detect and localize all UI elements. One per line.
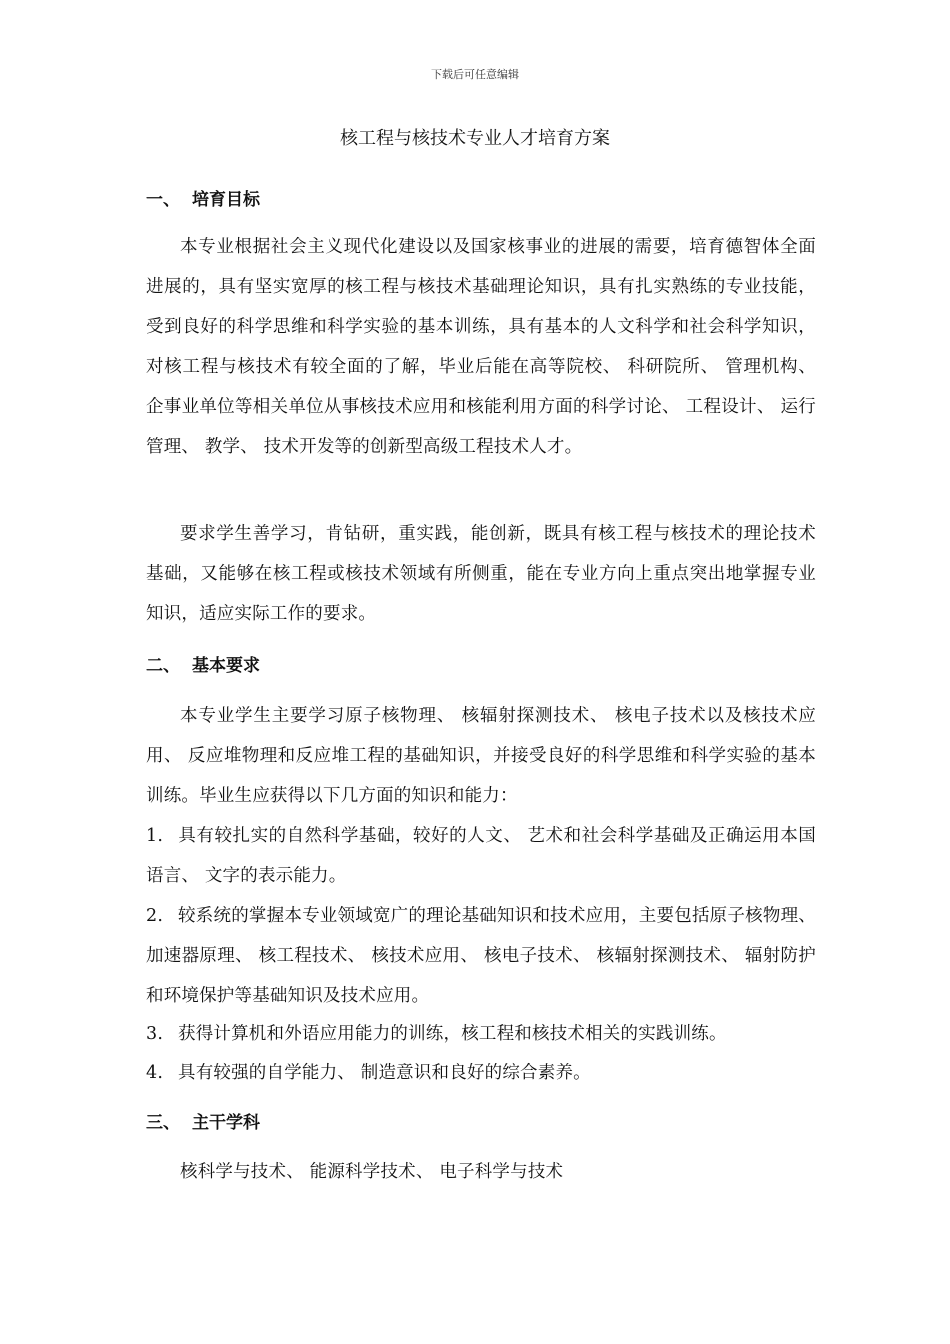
section-heading-disciplines xyxy=(146,1111,816,1135)
list-item xyxy=(146,1014,816,1054)
section-number: 三、 xyxy=(146,1113,180,1133)
section-number: 一、 xyxy=(146,190,180,210)
watermark-text: 下载后可任意编辑 xyxy=(431,68,519,81)
list-item xyxy=(146,896,816,1016)
paragraph-goals-2: 要求学生善学习，肯钻研，重实践，能创新，既具有核工程与核技术的理论技术基础，又能够在核工程或核技术领域有所侧重，能在专业方向上重点突出地掌握专业知识，适应实际工作的要求。 xyxy=(146,524,816,624)
list-item-text: 获得计算机和外语应用能力的训练，核工程和核技术相关的实践训练。 xyxy=(178,1024,727,1044)
paragraph-requirements: 本专业学生主要学习原子核物理、 核辐射探测技术、 核电子技术以及核技术应用、 反应堆物理和反应堆工程的基础知识，并接受良好的科学思维和科学实验的基本训练。毕业生应获得以下几方面的知识和能力： xyxy=(146,706,816,806)
list-item-number: 1. xyxy=(146,826,164,846)
list-item xyxy=(146,1053,816,1093)
list-item-number: 4. xyxy=(146,1063,164,1083)
section-heading-requirements xyxy=(146,654,816,678)
section-number: 二、 xyxy=(146,656,180,676)
paragraph-goals-1: 本专业根据社会主义现代化建设以及国家核事业的进展的需要，培育德智体全面进展的，具有坚实宽厚的核工程与核技术基础理论知识，具有扎实熟练的专业技能，受到良好的科学思维和科学实验的基本训练，具有基本的人文科学和社会科学知识，对核工程与核技术有较全面的了解，毕业后能在高等院校、 科研院所、 管理机构、 企事业单位等相关单位从事核技术应用和核能利用方面的科学讨论、 工程设计、 运行管理、 教学、 技术开发等的创新型高级工程技术人才。 xyxy=(146,237,816,457)
paragraph-disciplines: 核科学与技术、 能源科学技术、 电子科学与技术 xyxy=(180,1162,564,1182)
list-item-number: 3. xyxy=(146,1024,164,1044)
section-title: 主干学科 xyxy=(192,1113,260,1133)
list-item xyxy=(146,816,816,896)
list-item-text: 较系统的掌握本专业领域宽广的理论基础知识和技术应用，主要包括原子核物理、 加速器原理、 核工程技术、 核技术应用、 核电子技术、 核辐射探测技术、 辐射防护和环境保护等基础知识及技术应用。 xyxy=(146,906,816,1006)
section-heading-goals xyxy=(146,188,816,212)
section-title: 培育目标 xyxy=(192,190,260,210)
section-title: 基本要求 xyxy=(192,656,260,676)
list-item-number: 2. xyxy=(146,906,164,926)
document-title: 核工程与核技术专业人才培育方案 xyxy=(340,128,610,149)
list-item-text: 具有较扎实的自然科学基础，较好的人文、 艺术和社会科学基础及正确运用本国语言、 文字的表示能力。 xyxy=(146,826,816,886)
list-item-text: 具有较强的自学能力、 制造意识和良好的综合素养。 xyxy=(178,1063,591,1083)
